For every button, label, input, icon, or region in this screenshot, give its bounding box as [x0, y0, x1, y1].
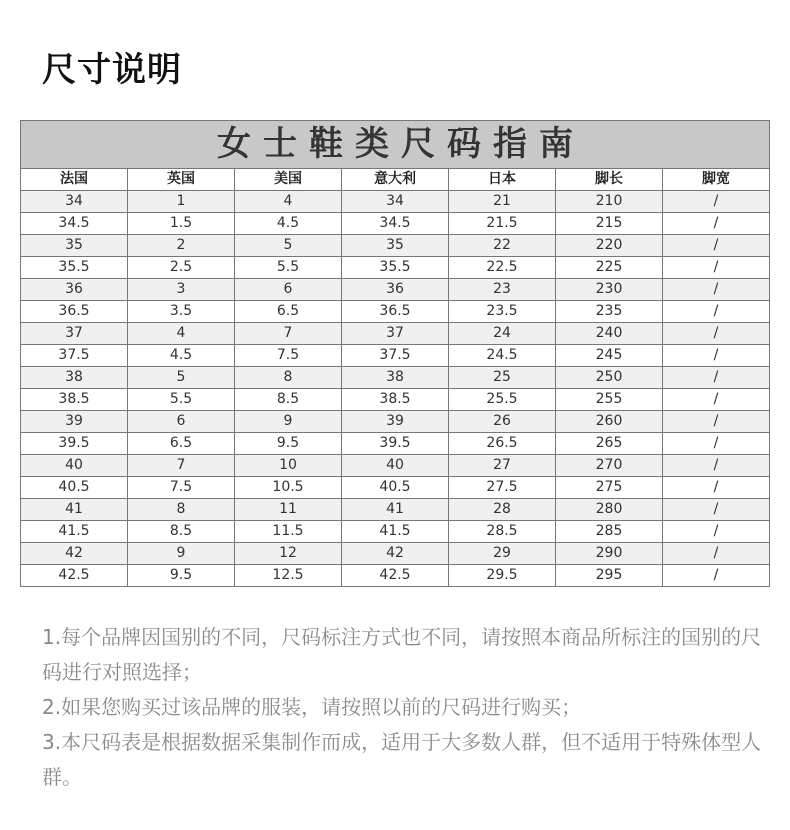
table-cell: 9 — [128, 543, 235, 565]
table-cell: 23.5 — [449, 301, 556, 323]
table-cell: 285 — [556, 521, 663, 543]
table-cell: 42.5 — [342, 565, 449, 587]
table-banner: 女士鞋类尺码指南 — [21, 121, 770, 169]
table-cell: 35.5 — [21, 257, 128, 279]
table-row — [21, 521, 770, 543]
table-cell: 27 — [449, 455, 556, 477]
table-cell: 26.5 — [449, 433, 556, 455]
table-cell: 34 — [342, 191, 449, 213]
table-cell: / — [663, 521, 770, 543]
col-header-uk: 英国 — [128, 169, 235, 191]
table-row — [21, 323, 770, 345]
table-row — [21, 455, 770, 477]
page-title: 尺寸说明 — [42, 50, 182, 90]
table-cell: / — [663, 499, 770, 521]
table-cell: 34.5 — [21, 213, 128, 235]
table-cell: 28 — [449, 499, 556, 521]
table-cell: 215 — [556, 213, 663, 235]
table-cell: 28.5 — [449, 521, 556, 543]
table-cell: 37 — [21, 323, 128, 345]
table-cell: 250 — [556, 367, 663, 389]
table-cell: 8.5 — [235, 389, 342, 411]
table-cell: 270 — [556, 455, 663, 477]
col-header-japan: 日本 — [449, 169, 556, 191]
table-cell: / — [663, 455, 770, 477]
table-cell: 27.5 — [449, 477, 556, 499]
col-header-foot-width: 脚宽 — [663, 169, 770, 191]
table-row — [21, 235, 770, 257]
table-cell: 41.5 — [21, 521, 128, 543]
table-cell: 7 — [128, 455, 235, 477]
table-cell: / — [663, 213, 770, 235]
table-cell: / — [663, 301, 770, 323]
table-cell: / — [663, 323, 770, 345]
table-cell: / — [663, 257, 770, 279]
table-cell: 41 — [342, 499, 449, 521]
table-cell: 41.5 — [342, 521, 449, 543]
table-cell: 24.5 — [449, 345, 556, 367]
table-cell: 37.5 — [342, 345, 449, 367]
table-row — [21, 543, 770, 565]
table-cell: 41 — [21, 499, 128, 521]
table-cell: / — [663, 345, 770, 367]
table-cell: 39.5 — [21, 433, 128, 455]
table-cell: 12 — [235, 543, 342, 565]
table-cell: 38.5 — [21, 389, 128, 411]
table-row — [21, 411, 770, 433]
table-cell: 24 — [449, 323, 556, 345]
table-cell: 6.5 — [235, 301, 342, 323]
table-cell: 7.5 — [235, 345, 342, 367]
table-cell: 25.5 — [449, 389, 556, 411]
table-cell: / — [663, 477, 770, 499]
table-cell: 42 — [21, 543, 128, 565]
col-header-france: 法国 — [21, 169, 128, 191]
table-row — [21, 301, 770, 323]
size-chart-table — [20, 120, 770, 587]
table-cell: 40 — [342, 455, 449, 477]
table-cell: 38 — [342, 367, 449, 389]
table-cell: / — [663, 411, 770, 433]
table-cell: 4.5 — [128, 345, 235, 367]
table-row — [21, 477, 770, 499]
table-cell: 42 — [342, 543, 449, 565]
table-cell: 25 — [449, 367, 556, 389]
table-cell: 39 — [21, 411, 128, 433]
table-cell: 290 — [556, 543, 663, 565]
table-cell: 12.5 — [235, 565, 342, 587]
table-cell: 37 — [342, 323, 449, 345]
table-row — [21, 389, 770, 411]
table-cell: 10.5 — [235, 477, 342, 499]
col-header-italy: 意大利 — [342, 169, 449, 191]
table-cell: 8 — [128, 499, 235, 521]
table-cell: 7 — [235, 323, 342, 345]
table-cell: 210 — [556, 191, 663, 213]
table-cell: 36.5 — [21, 301, 128, 323]
table-cell: 23 — [449, 279, 556, 301]
table-cell: 36 — [342, 279, 449, 301]
table-row — [21, 191, 770, 213]
table-cell: 22 — [449, 235, 556, 257]
table-cell: 9.5 — [128, 565, 235, 587]
table-cell: 10 — [235, 455, 342, 477]
table-row — [21, 433, 770, 455]
table-row — [21, 213, 770, 235]
note-item: 3.本尺码表是根据数据采集制作而成，适用于大多数人群，但不适用于特殊体型人群。 — [42, 730, 762, 789]
table-cell: / — [663, 235, 770, 257]
table-cell: 38.5 — [342, 389, 449, 411]
table-cell: 36 — [21, 279, 128, 301]
table-cell: 1 — [128, 191, 235, 213]
table-row — [21, 367, 770, 389]
table-cell: / — [663, 191, 770, 213]
table-cell: 280 — [556, 499, 663, 521]
table-cell: 230 — [556, 279, 663, 301]
table-cell: 21.5 — [449, 213, 556, 235]
table-cell: 29 — [449, 543, 556, 565]
table-cell: 4 — [128, 323, 235, 345]
table-cell: 9 — [235, 411, 342, 433]
table-cell: / — [663, 389, 770, 411]
table-cell: 3.5 — [128, 301, 235, 323]
table-cell: / — [663, 565, 770, 587]
table-cell: 34.5 — [342, 213, 449, 235]
table-cell: 37.5 — [21, 345, 128, 367]
table-cell: 255 — [556, 389, 663, 411]
table-cell: 40.5 — [342, 477, 449, 499]
table-cell: / — [663, 279, 770, 301]
table-cell: 34 — [21, 191, 128, 213]
table-cell: 295 — [556, 565, 663, 587]
table-body — [21, 191, 770, 587]
table-cell: 5 — [235, 235, 342, 257]
table-cell: 21 — [449, 191, 556, 213]
table-cell: 5.5 — [235, 257, 342, 279]
table-cell: 8 — [235, 367, 342, 389]
table-cell: 11.5 — [235, 521, 342, 543]
table-cell: 40 — [21, 455, 128, 477]
table-cell: 6 — [235, 279, 342, 301]
table-cell: 225 — [556, 257, 663, 279]
table-row — [21, 257, 770, 279]
table-cell: / — [663, 367, 770, 389]
note-item: 1.每个品牌因国别的不同，尺码标注方式也不同，请按照本商品所标注的国别的尺码进行对照选择； — [42, 625, 762, 684]
table-row — [21, 565, 770, 587]
table-cell: 11 — [235, 499, 342, 521]
table-cell: 275 — [556, 477, 663, 499]
table-cell: 3 — [128, 279, 235, 301]
table-cell: 35 — [21, 235, 128, 257]
table-cell: 9.5 — [235, 433, 342, 455]
table-cell: / — [663, 433, 770, 455]
header-row — [21, 169, 770, 191]
table-cell: 6.5 — [128, 433, 235, 455]
table-row — [21, 499, 770, 521]
table-cell: 6 — [128, 411, 235, 433]
table-cell: 4.5 — [235, 213, 342, 235]
table-cell: 35 — [342, 235, 449, 257]
table-cell: 35.5 — [342, 257, 449, 279]
table-cell: 22.5 — [449, 257, 556, 279]
table-cell: 29.5 — [449, 565, 556, 587]
table-cell: 2.5 — [128, 257, 235, 279]
col-header-us: 美国 — [235, 169, 342, 191]
table-cell: 36.5 — [342, 301, 449, 323]
table-cell: 245 — [556, 345, 663, 367]
table-cell: 40.5 — [21, 477, 128, 499]
table-cell: 235 — [556, 301, 663, 323]
note-item: 2.如果您购买过该品牌的服装，请按照以前的尺码进行购买； — [42, 695, 582, 719]
table-row — [21, 279, 770, 301]
table-cell: 265 — [556, 433, 663, 455]
table-cell: 26 — [449, 411, 556, 433]
table-cell: 1.5 — [128, 213, 235, 235]
table-cell: 5 — [128, 367, 235, 389]
table-cell: 5.5 — [128, 389, 235, 411]
table-cell: 240 — [556, 323, 663, 345]
table-cell: 8.5 — [128, 521, 235, 543]
table-cell: 7.5 — [128, 477, 235, 499]
table-cell: 38 — [21, 367, 128, 389]
table-row — [21, 345, 770, 367]
size-notes — [42, 620, 762, 795]
table-cell: 39.5 — [342, 433, 449, 455]
table-cell: 220 — [556, 235, 663, 257]
table-cell: 4 — [235, 191, 342, 213]
table-cell: 2 — [128, 235, 235, 257]
table-cell: 42.5 — [21, 565, 128, 587]
table-cell: 39 — [342, 411, 449, 433]
col-header-foot-length: 脚长 — [556, 169, 663, 191]
table-cell: 260 — [556, 411, 663, 433]
table-cell: / — [663, 543, 770, 565]
